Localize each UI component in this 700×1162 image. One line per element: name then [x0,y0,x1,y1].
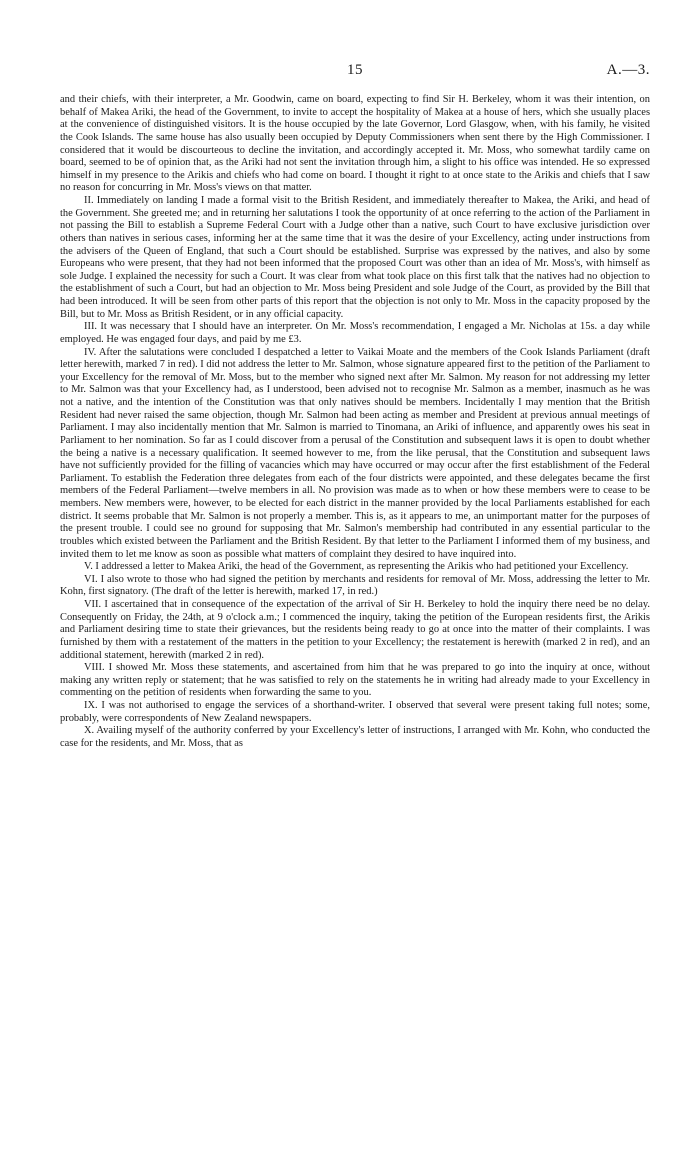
paragraph-vi: VI. I also wrote to those who had signed the petition by merchants and residents for removal of Mr. Moss, addressing the letter to Mr. Kohn, first signatory. (The draft of the letter is herewith, marked 17, in red.) [60,573,650,598]
paragraph-x: X. Availing myself of the authority conferred by your Excellency's letter of instructions, I arranged with Mr. Kohn, who conducted the case for the residents, and Mr. Moss, that as [60,725,650,749]
paragraph-vii: VII. I ascertained that in consequence of the expectation of the arrival of Sir H. Berkeley to hold the inquiry there need be no delay. Consequently on Friday, the 24th, at 9 o'clock a.m.; I commenced the inquiry, taking the petition of the European residents first, the Arikis and Parliament desiring time to state their grievances, but the residents being ready to go at once into the matter of their complaints. I was furnished by them with a restatement of the matters in the petition to your Excellency; the restatement is herewith (marked 2 in red), and an additional statement, herewith (marked 2 in red). [60,599,650,661]
paragraph-iv: IV. After the salutations were concluded I despatched a letter to Vaikai Moate and the members of the Cook Islands Parliament (draft letter herewith, marked 7 in red). I did not address the letter to Mr. Salmon, whose signature appeared first to the petition of the Parliament to your Excellency for the removal of Mr. Moss, but to the member who signed next after Mr. Salmon. My reason for not addressing my letter to Mr. Salmon was that your Excellency had, as I understood, been advised not to recognise Mr. Salmon as a member, inasmuch as he was not a native, and the intention of the Constitution was that only natives should be members. Incidentally I may mention that the British Resident had never raised the same objection, though Mr. Salmon had been acting as member and President at previous annual meetings of Parliament. I may also incidentally mention that Mr. Salmon is married to Tinomana, an Ariki of influence, and apparently owes his seat in Parliament to her nomination. So far as I could discover from a perusal of the Constitution and subsequent laws it is open to doubt whether the being a native is a necessary qualification. It seemed however to me, from the like perusal, that the Constitution and subsequent laws have not sufficiently provided for the filling of vacancies which may have occurred or may occur after the first establishment of the Federal Parliament. To establish the Federation three delegates from each of the four districts were appointed, and these delegates became the first members of the Federal Parliament—twelve members in all. No provision was made as to when or how these members were to cease to be members. New members were, however, to be elected for each district in the manner provided by the local Parliaments established for each district. It seems probable that Mr. Salmon is not properly a member. This is, as it appears to me, an unimportant matter for the purposes of the present trouble. I could see no ground for supposing that Mr. Salmon's membership had contributed in any essential particular to the troubles which existed between the Parliament and the British Resident. By that letter to the Parliament I informed them of my business, and invited them to let me know as soon as possible what matters of complaint they desired to have inquired into. [60,346,650,560]
document-reference: A.—3. [606,62,650,78]
paragraph-viii: VIII. I showed Mr. Moss these statements, and ascertained from him that he was prepared to go into the inquiry at once, without making any written reply or statement; that he was satisfied to rely on the statements he in writing had already made to your Excellency in commenting on the petition of residents when forwarding the same to you. [60,662,650,699]
page-number: 15 [347,62,363,78]
paragraph-iii: III. It was necessary that I should have an interpreter. On Mr. Moss's recommendation, I engaged a Mr. Nicholas at 15s. a day while employed. He was engaged four days, and paid by me £3. [60,321,650,345]
page-header [60,62,650,82]
paragraph-ix: IX. I was not authorised to engage the services of a shorthand-writer. I observed that several were present taking full notes; some, probably, were correspondents of New Zealand newspapers. [60,700,650,724]
paragraph-continuation: and their chiefs, with their interpreter, a Mr. Goodwin, came on board, expecting to find Sir H. Berkeley, whom it was their intention, on behalf of Makea Ariki, the head of the Government, to invite to accept the hospitality of Makea at a house of hers, which she usually places at the convenience of distinguished visitors. It is the house occupied by the late Governor, Lord Glasgow, when, with his family, he visited the Cook Islands. The same house has also usually been occupied by Deputy Commissioners when sent there by the High Commissioner. I considered that it would be discourteous to decline the invitation, and accordingly accepted it. Mr. Moss, who somewhat tardily came on board, seemed to be of opinion that, as the Ariki had not sent the invitation through him, a slight to his office was intended. He so expressed himself in my presence to the Arikis and chiefs who had come on board. I thought it right to at once state to the Arikis and chiefs that I saw no reason for concurring in Mr. Moss's views on that matter. [60,94,650,194]
paragraph-v: V. I addressed a letter to Makea Ariki, the head of the Government, as representing the Arikis who had petitioned your Excellency. [84,561,629,573]
body-text [60,94,650,751]
paragraph-ii: II. Immediately on landing I made a formal visit to the British Resident, and immediately thereafter to Makea, the Ariki, and head of the Government. She greeted me; and in returning her salutations I took the opportunity of at once referring to the action of the Parliament in not passing the Bill to establish a Supreme Federal Court with a Judge other than a native, such Court to have exclusive jurisdiction over others than natives in serious cases, informing her at the same time that it was the desire of your Excellency, acting under instructions from the advisers of the Queen of England, that such a Court should be established. Surprise was expressed by the natives, and also by some Europeans who were present, that they had not been informed that the proposed Court was other than an idea of Mr. Moss's, with himself as sole Judge. I explained the necessity for such a Court. It was clear from what took place on this first talk that the natives had no objection to the establishment of such a Court, but had an objection to Mr. Moss being President and sole Judge of the Court, as provided by the Bill that had been introduced. It will be seen from other parts of this report that the objection is not only to Mr. Moss in the capacity proposed by the Bill, but to Mr. Moss as British Resident, or in any official capacity. [60,195,650,320]
